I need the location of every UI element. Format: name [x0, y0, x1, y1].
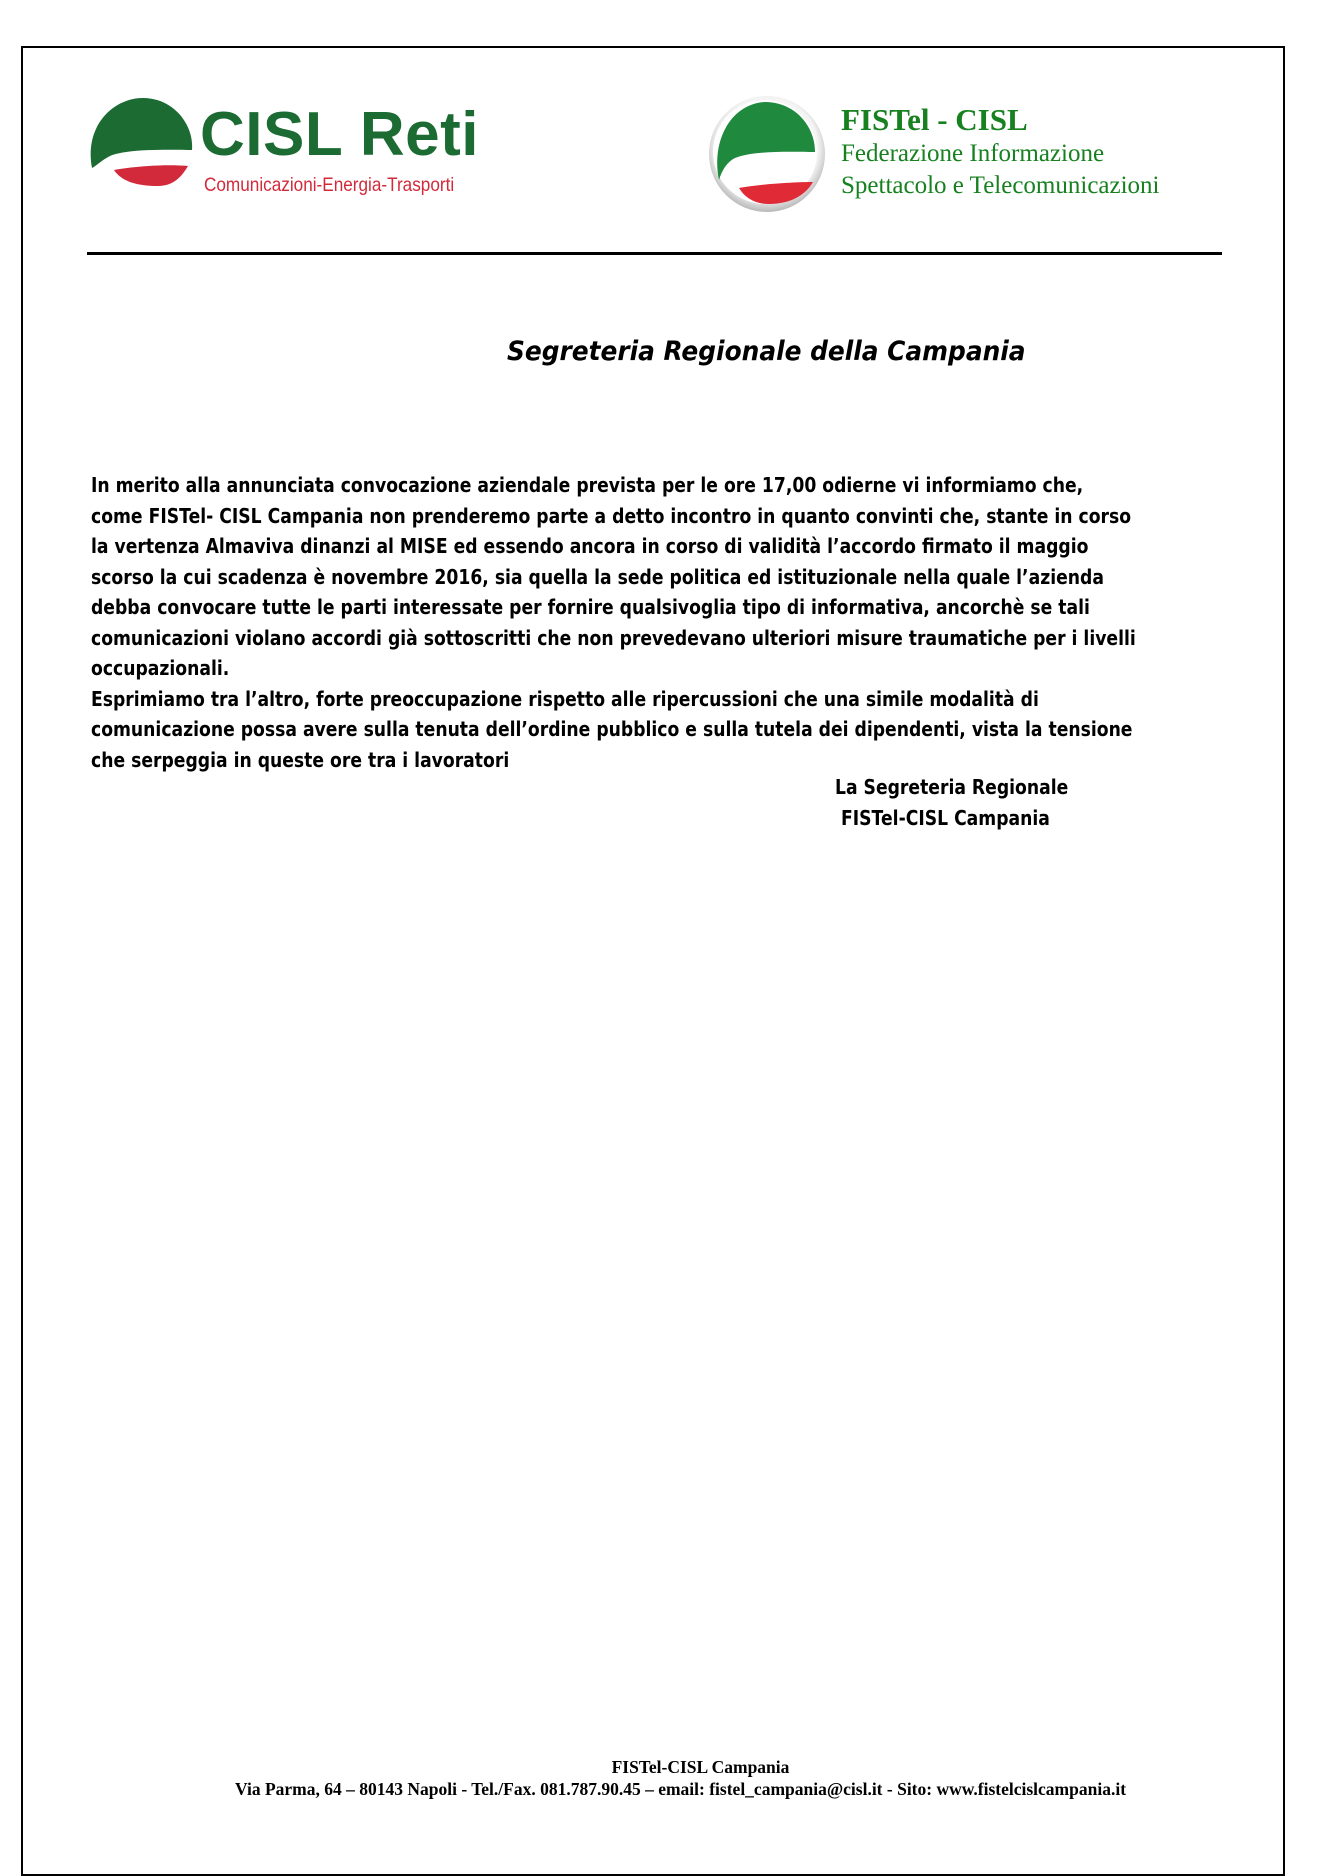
body-line: scorso la cui scadenza è novembre 2016, sia quella la sede politica ed istituzionale nella quale l’azienda — [91, 564, 1104, 589]
body-line: la vertenza Almaviva dinanzi al MISE ed essendo ancora in corso di validità l’accordo firmato il maggio — [91, 534, 1089, 558]
header-divider — [87, 252, 1222, 255]
fistel-cisl-logo — [705, 92, 1225, 222]
document-body — [91, 470, 1291, 775]
fistel-subtitle-line2: Spettacolo e Telecomunicazioni — [841, 172, 1160, 199]
cisl-reti-logo — [88, 96, 508, 206]
signature-line-1: La Segreteria Regionale — [835, 775, 1069, 799]
footer-org: FISTel-CISL Campania — [611, 1757, 790, 1777]
body-line: Esprimiamo tra l’altro, forte preoccupazione rispetto alle ripercussioni che una simile modalità di — [91, 686, 1039, 711]
body-line: In merito alla annunciata convocazione aziendale prevista per le ore 17,00 odierne vi informiamo che, — [91, 473, 1084, 497]
footer — [0, 1756, 1321, 1800]
body-line: comunicazioni violano accordi già sottoscritti che non prevedevano ulteriori misure traumatiche per i livelli — [91, 625, 1136, 650]
cisl-emblem-icon — [88, 96, 198, 196]
body-line: che serpeggia in queste ore tra i lavoratori — [91, 747, 510, 772]
cisl-reti-title: CISL Reti — [200, 100, 479, 169]
body-line: comunicazione possa avere sulla tenuta dell’ordine pubblico e sulla tutela dei dipendenti, vista la tensione — [91, 717, 1133, 741]
page-border — [21, 46, 1285, 1876]
fistel-subtitle-line1: Federazione Informazione — [841, 140, 1105, 167]
fistel-title: FISTel - CISL — [841, 102, 1028, 137]
body-line: occupazionali. — [91, 656, 230, 680]
body-line: come FISTel- CISL Campania non prenderemo parte a detto incontro in quanto convinti che, stante in corso — [91, 503, 1132, 528]
signature-line-2: FISTel-CISL Campania — [841, 805, 1050, 830]
body-line: debba convocare tutte le parti interessate per fornire qualsivoglia tipo di informativa, ancorchè se tali — [91, 595, 1090, 619]
document-heading: Segreteria Regionale della Campania — [507, 336, 1026, 367]
fistel-emblem-icon — [705, 92, 835, 222]
footer-contacts: Via Parma, 64 – 80143 Napoli - Tel./Fax. 081.787.90.45 – email: fistel_campania@cisl.it - Sito: www.fistelcislcampania.it — [234, 1779, 1127, 1799]
cisl-reti-subtitle: Comunicazioni-Energia-Trasporti — [204, 174, 455, 196]
signature-block — [835, 772, 1106, 833]
